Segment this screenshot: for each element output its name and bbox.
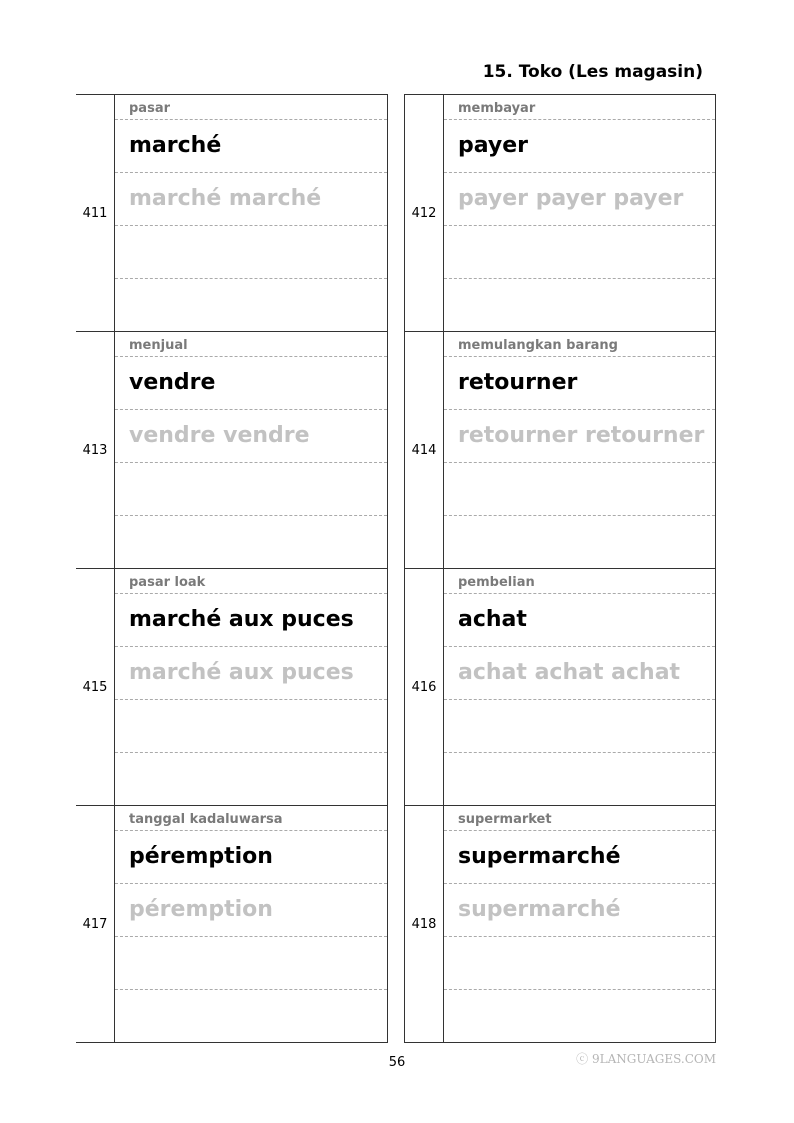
number-cell — [405, 806, 444, 1042]
word-row — [115, 120, 387, 173]
word-row — [444, 357, 715, 410]
blank-writing-line[interactable] — [444, 279, 715, 332]
page-title: 15. Toko (Les magasin) — [482, 62, 703, 82]
number-cell — [405, 332, 444, 568]
blank-writing-line[interactable] — [115, 279, 387, 332]
writing-lines — [115, 569, 387, 805]
blank-writing-line[interactable] — [115, 700, 387, 753]
entry-number: 412 — [411, 206, 437, 221]
writing-lines — [444, 569, 715, 805]
blank-writing-line[interactable] — [444, 226, 715, 279]
blank-writing-line[interactable] — [115, 516, 387, 569]
copyright-notice: ⓒ 9LANGUAGES.COM — [576, 1052, 716, 1066]
trace-word: supermarché — [458, 897, 621, 922]
number-cell — [405, 95, 444, 331]
trace-word: retourner retourner — [458, 423, 705, 448]
word-row — [115, 594, 387, 647]
page-number: 56 — [388, 1055, 406, 1070]
blank-writing-line[interactable] — [444, 463, 715, 516]
trace-word: achat achat achat — [458, 660, 681, 685]
writing-lines — [444, 95, 715, 331]
vocab-word: retourner — [458, 370, 578, 395]
blank-writing-line[interactable] — [115, 937, 387, 990]
trace-word: marché aux puces — [129, 660, 354, 685]
trace-word: marché marché — [129, 186, 322, 211]
vocab-card — [404, 94, 716, 331]
vocab-card — [404, 805, 716, 1042]
trace-row — [115, 173, 387, 226]
word-row — [444, 120, 715, 173]
translation-label: pasar — [129, 101, 170, 116]
trace-row — [444, 647, 715, 700]
label-row — [444, 95, 715, 120]
entry-number: 417 — [82, 917, 108, 932]
trace-word: péremption — [129, 897, 273, 922]
left-column — [76, 94, 388, 1043]
word-row — [444, 831, 715, 884]
trace-row — [115, 884, 387, 937]
number-cell — [76, 332, 115, 568]
trace-row — [115, 410, 387, 463]
blank-writing-line[interactable] — [444, 516, 715, 569]
translation-label: membayar — [458, 101, 536, 116]
word-row — [444, 594, 715, 647]
trace-row — [444, 173, 715, 226]
blank-writing-line[interactable] — [444, 753, 715, 806]
vocab-word: payer — [458, 133, 529, 158]
writing-lines — [444, 806, 715, 1042]
right-column — [404, 94, 716, 1043]
vocab-word: péremption — [129, 844, 273, 869]
writing-lines — [115, 332, 387, 568]
vocab-word: achat — [458, 607, 527, 632]
entry-number: 418 — [411, 917, 437, 932]
translation-label: pembelian — [458, 575, 535, 590]
writing-lines — [115, 806, 387, 1042]
writing-lines — [115, 95, 387, 331]
vocab-card — [76, 94, 388, 331]
number-cell — [76, 95, 115, 331]
entry-number: 415 — [82, 680, 108, 695]
translation-label: tanggal kadaluwarsa — [129, 812, 283, 827]
blank-writing-line[interactable] — [444, 700, 715, 753]
label-row — [444, 806, 715, 831]
trace-row — [115, 647, 387, 700]
trace-word: payer payer payer — [458, 186, 684, 211]
blank-writing-line[interactable] — [115, 463, 387, 516]
blank-writing-line[interactable] — [115, 226, 387, 279]
word-row — [115, 357, 387, 410]
vocab-word: marché aux puces — [129, 607, 354, 632]
blank-writing-line[interactable] — [115, 990, 387, 1043]
vocab-card — [404, 568, 716, 805]
vocab-word: vendre — [129, 370, 216, 395]
label-row — [115, 569, 387, 594]
trace-row — [444, 884, 715, 937]
vocab-card — [76, 568, 388, 805]
entry-number: 414 — [411, 443, 437, 458]
translation-label: menjual — [129, 338, 188, 353]
entry-number: 416 — [411, 680, 437, 695]
vocab-card — [76, 331, 388, 568]
label-row — [444, 332, 715, 357]
word-row — [115, 831, 387, 884]
vocab-card — [404, 331, 716, 568]
label-row — [115, 806, 387, 831]
blank-writing-line[interactable] — [115, 753, 387, 806]
translation-label: supermarket — [458, 812, 552, 827]
blank-writing-line[interactable] — [444, 990, 715, 1043]
label-row — [115, 95, 387, 120]
trace-word: vendre vendre — [129, 423, 310, 448]
vocab-word: supermarché — [458, 844, 621, 869]
entry-number: 413 — [82, 443, 108, 458]
number-cell — [76, 806, 115, 1042]
label-row — [115, 332, 387, 357]
writing-lines — [444, 332, 715, 568]
number-cell — [76, 569, 115, 805]
entry-number: 411 — [82, 206, 108, 221]
number-cell — [405, 569, 444, 805]
vocab-card — [76, 805, 388, 1042]
translation-label: memulangkan barang — [458, 338, 618, 353]
vocab-word: marché — [129, 133, 222, 158]
trace-row — [444, 410, 715, 463]
translation-label: pasar loak — [129, 575, 206, 590]
label-row — [444, 569, 715, 594]
blank-writing-line[interactable] — [444, 937, 715, 990]
